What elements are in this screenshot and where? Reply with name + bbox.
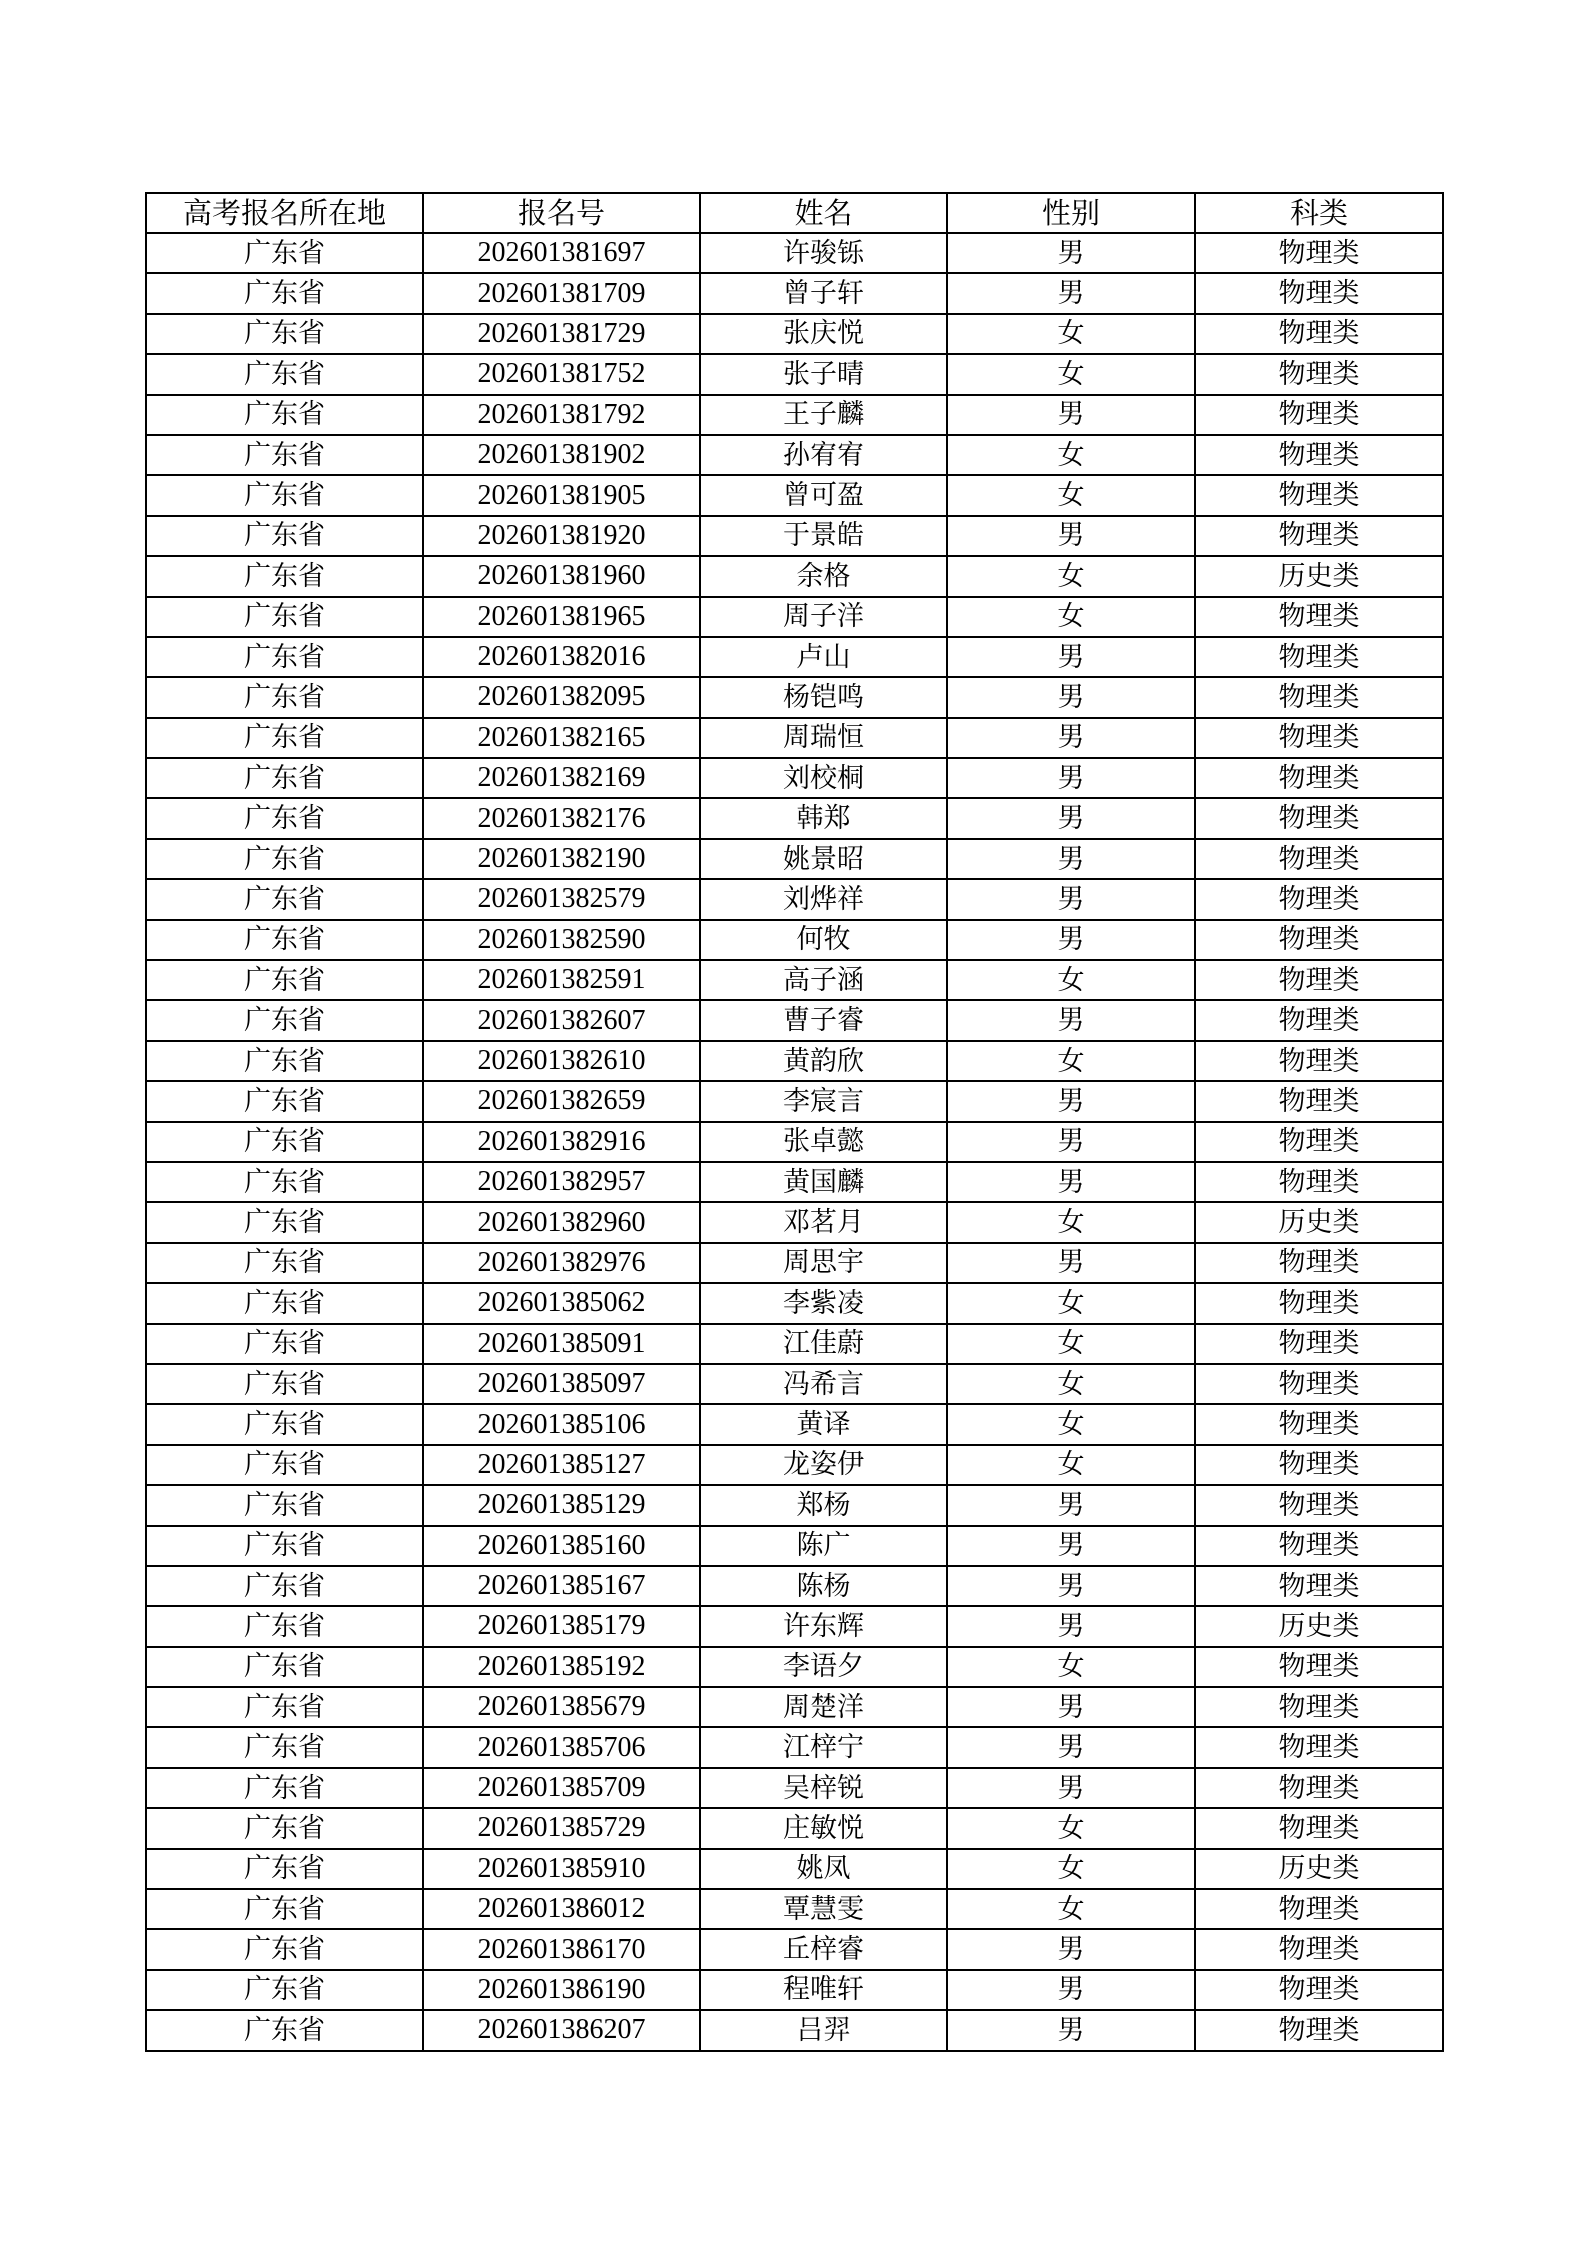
cell-location: 广东省 xyxy=(146,1849,423,1889)
cell-registration-no: 202601385091 xyxy=(423,1324,700,1364)
cell-subject-track: 物理类 xyxy=(1195,1889,1443,1929)
cell-subject-track: 物理类 xyxy=(1195,273,1443,313)
table-row xyxy=(146,314,1443,354)
cell-subject-track: 物理类 xyxy=(1195,1000,1443,1040)
cell-registration-no: 202601381752 xyxy=(423,354,700,394)
cell-name: 刘烨祥 xyxy=(700,879,947,919)
cell-name: 于景皓 xyxy=(700,516,947,556)
cell-registration-no: 202601385127 xyxy=(423,1445,700,1485)
cell-gender: 女 xyxy=(947,1889,1195,1929)
cell-location: 广东省 xyxy=(146,1122,423,1162)
table-row xyxy=(146,516,1443,556)
cell-name: 郑杨 xyxy=(700,1485,947,1525)
cell-registration-no: 202601385709 xyxy=(423,1768,700,1808)
cell-registration-no: 202601385179 xyxy=(423,1606,700,1646)
cell-gender: 男 xyxy=(947,1526,1195,1566)
cell-name: 周瑞恒 xyxy=(700,718,947,758)
cell-location: 广东省 xyxy=(146,435,423,475)
cell-subject-track: 物理类 xyxy=(1195,1122,1443,1162)
cell-registration-no: 202601381729 xyxy=(423,314,700,354)
cell-subject-track: 历史类 xyxy=(1195,1202,1443,1242)
cell-gender: 女 xyxy=(947,475,1195,515)
cell-location: 广东省 xyxy=(146,273,423,313)
cell-name: 程唯轩 xyxy=(700,1970,947,2010)
table-row xyxy=(146,395,1443,435)
table-row xyxy=(146,435,1443,475)
table-row xyxy=(146,637,1443,677)
cell-location: 广东省 xyxy=(146,879,423,919)
cell-gender: 男 xyxy=(947,273,1195,313)
cell-gender: 男 xyxy=(947,1929,1195,1969)
table-row xyxy=(146,1849,1443,1889)
cell-name: 丘梓睿 xyxy=(700,1929,947,1969)
cell-gender: 男 xyxy=(947,1606,1195,1646)
cell-location: 广东省 xyxy=(146,637,423,677)
table-row xyxy=(146,1000,1443,1040)
table-row xyxy=(146,1404,1443,1444)
cell-subject-track: 物理类 xyxy=(1195,758,1443,798)
cell-name: 江佳蔚 xyxy=(700,1324,947,1364)
cell-registration-no: 202601382607 xyxy=(423,1000,700,1040)
cell-location: 广东省 xyxy=(146,1606,423,1646)
cell-gender: 女 xyxy=(947,1647,1195,1687)
cell-location: 广东省 xyxy=(146,960,423,1000)
table-row xyxy=(146,960,1443,1000)
cell-location: 广东省 xyxy=(146,1404,423,1444)
cell-location: 广东省 xyxy=(146,1768,423,1808)
cell-subject-track: 物理类 xyxy=(1195,2010,1443,2050)
table-row xyxy=(146,475,1443,515)
cell-location: 广东省 xyxy=(146,556,423,596)
table-row xyxy=(146,677,1443,717)
cell-name: 卢山 xyxy=(700,637,947,677)
cell-location: 广东省 xyxy=(146,475,423,515)
header-registration-no: 报名号 xyxy=(423,193,700,233)
cell-gender: 男 xyxy=(947,1000,1195,1040)
cell-location: 广东省 xyxy=(146,718,423,758)
cell-registration-no: 202601385167 xyxy=(423,1566,700,1606)
cell-subject-track: 物理类 xyxy=(1195,354,1443,394)
cell-gender: 女 xyxy=(947,1283,1195,1323)
table-header xyxy=(146,193,1443,233)
cell-subject-track: 物理类 xyxy=(1195,1283,1443,1323)
cell-name: 何牧 xyxy=(700,920,947,960)
cell-subject-track: 物理类 xyxy=(1195,1162,1443,1202)
cell-subject-track: 历史类 xyxy=(1195,556,1443,596)
cell-name: 张卓懿 xyxy=(700,1122,947,1162)
cell-gender: 男 xyxy=(947,1970,1195,2010)
cell-gender: 男 xyxy=(947,516,1195,556)
cell-registration-no: 202601381792 xyxy=(423,395,700,435)
cell-gender: 男 xyxy=(947,1122,1195,1162)
header-name: 姓名 xyxy=(700,193,947,233)
cell-name: 曹子睿 xyxy=(700,1000,947,1040)
table-row xyxy=(146,1445,1443,1485)
cell-registration-no: 202601385679 xyxy=(423,1687,700,1727)
cell-location: 广东省 xyxy=(146,1324,423,1364)
cell-subject-track: 物理类 xyxy=(1195,475,1443,515)
cell-registration-no: 202601382659 xyxy=(423,1081,700,1121)
table-row xyxy=(146,1768,1443,1808)
cell-name: 张庆悦 xyxy=(700,314,947,354)
cell-name: 邓茗月 xyxy=(700,1202,947,1242)
cell-name: 黄国麟 xyxy=(700,1162,947,1202)
cell-subject-track: 物理类 xyxy=(1195,1808,1443,1848)
cell-registration-no: 202601381697 xyxy=(423,233,700,273)
table-row xyxy=(146,1687,1443,1727)
table-row xyxy=(146,273,1443,313)
table-row xyxy=(146,798,1443,838)
cell-gender: 男 xyxy=(947,839,1195,879)
cell-name: 冯希言 xyxy=(700,1364,947,1404)
cell-registration-no: 202601382016 xyxy=(423,637,700,677)
cell-name: 覃慧雯 xyxy=(700,1889,947,1929)
cell-subject-track: 物理类 xyxy=(1195,1445,1443,1485)
cell-gender: 女 xyxy=(947,556,1195,596)
cell-gender: 女 xyxy=(947,435,1195,475)
cell-registration-no: 202601382095 xyxy=(423,677,700,717)
cell-registration-no: 202601385706 xyxy=(423,1727,700,1767)
cell-location: 广东省 xyxy=(146,1364,423,1404)
cell-gender: 男 xyxy=(947,1768,1195,1808)
cell-registration-no: 202601381709 xyxy=(423,273,700,313)
cell-gender: 男 xyxy=(947,1687,1195,1727)
cell-name: 陈杨 xyxy=(700,1566,947,1606)
cell-registration-no: 202601382591 xyxy=(423,960,700,1000)
cell-name: 刘校桐 xyxy=(700,758,947,798)
header-row xyxy=(146,193,1443,233)
cell-subject-track: 物理类 xyxy=(1195,435,1443,475)
cell-subject-track: 物理类 xyxy=(1195,1324,1443,1364)
cell-location: 广东省 xyxy=(146,1566,423,1606)
cell-subject-track: 物理类 xyxy=(1195,1768,1443,1808)
table-row xyxy=(146,1566,1443,1606)
cell-name: 吴梓锐 xyxy=(700,1768,947,1808)
cell-subject-track: 物理类 xyxy=(1195,839,1443,879)
cell-location: 广东省 xyxy=(146,1970,423,2010)
cell-location: 广东省 xyxy=(146,354,423,394)
table-row xyxy=(146,1970,1443,2010)
cell-name: 吕羿 xyxy=(700,2010,947,2050)
cell-gender: 女 xyxy=(947,1445,1195,1485)
cell-subject-track: 物理类 xyxy=(1195,1404,1443,1444)
cell-subject-track: 物理类 xyxy=(1195,879,1443,919)
cell-location: 广东省 xyxy=(146,1000,423,1040)
cell-location: 广东省 xyxy=(146,1162,423,1202)
cell-registration-no: 202601382579 xyxy=(423,879,700,919)
cell-registration-no: 202601382957 xyxy=(423,1162,700,1202)
cell-gender: 男 xyxy=(947,758,1195,798)
cell-subject-track: 物理类 xyxy=(1195,920,1443,960)
cell-subject-track: 物理类 xyxy=(1195,1526,1443,1566)
cell-name: 江梓宁 xyxy=(700,1727,947,1767)
cell-registration-no: 202601385910 xyxy=(423,1849,700,1889)
table-row xyxy=(146,1485,1443,1525)
cell-subject-track: 物理类 xyxy=(1195,1687,1443,1727)
cell-gender: 男 xyxy=(947,1727,1195,1767)
cell-gender: 女 xyxy=(947,1202,1195,1242)
cell-gender: 女 xyxy=(947,314,1195,354)
cell-name: 许东辉 xyxy=(700,1606,947,1646)
cell-registration-no: 202601382976 xyxy=(423,1243,700,1283)
table-row xyxy=(146,1727,1443,1767)
table-row xyxy=(146,1041,1443,1081)
cell-registration-no: 202601385129 xyxy=(423,1485,700,1525)
cell-subject-track: 物理类 xyxy=(1195,718,1443,758)
cell-gender: 女 xyxy=(947,1364,1195,1404)
table-row xyxy=(146,879,1443,919)
cell-location: 广东省 xyxy=(146,1526,423,1566)
cell-registration-no: 202601385062 xyxy=(423,1283,700,1323)
cell-name: 王子麟 xyxy=(700,395,947,435)
cell-location: 广东省 xyxy=(146,1041,423,1081)
cell-name: 高子涵 xyxy=(700,960,947,1000)
cell-location: 广东省 xyxy=(146,516,423,556)
header-location: 高考报名所在地 xyxy=(146,193,423,233)
cell-location: 广东省 xyxy=(146,677,423,717)
cell-gender: 男 xyxy=(947,2010,1195,2050)
cell-registration-no: 202601382916 xyxy=(423,1122,700,1162)
cell-location: 广东省 xyxy=(146,233,423,273)
cell-gender: 男 xyxy=(947,1485,1195,1525)
cell-gender: 女 xyxy=(947,597,1195,637)
table-row xyxy=(146,1324,1443,1364)
cell-name: 陈广 xyxy=(700,1526,947,1566)
cell-subject-track: 物理类 xyxy=(1195,1566,1443,1606)
cell-location: 广东省 xyxy=(146,2010,423,2050)
table-row xyxy=(146,1202,1443,1242)
table-row xyxy=(146,839,1443,879)
cell-gender: 男 xyxy=(947,1243,1195,1283)
cell-location: 广东省 xyxy=(146,1202,423,1242)
cell-subject-track: 物理类 xyxy=(1195,798,1443,838)
cell-gender: 男 xyxy=(947,920,1195,960)
cell-name: 黄译 xyxy=(700,1404,947,1444)
cell-registration-no: 202601381960 xyxy=(423,556,700,596)
cell-gender: 女 xyxy=(947,960,1195,1000)
cell-subject-track: 物理类 xyxy=(1195,233,1443,273)
cell-location: 广东省 xyxy=(146,1445,423,1485)
cell-gender: 女 xyxy=(947,1808,1195,1848)
cell-name: 韩郑 xyxy=(700,798,947,838)
cell-subject-track: 物理类 xyxy=(1195,314,1443,354)
cell-name: 周思宇 xyxy=(700,1243,947,1283)
cell-gender: 男 xyxy=(947,1081,1195,1121)
cell-subject-track: 物理类 xyxy=(1195,960,1443,1000)
cell-registration-no: 202601385160 xyxy=(423,1526,700,1566)
table-row xyxy=(146,1081,1443,1121)
table-row xyxy=(146,1808,1443,1848)
cell-location: 广东省 xyxy=(146,798,423,838)
table-row xyxy=(146,2010,1443,2050)
cell-name: 黄韵欣 xyxy=(700,1041,947,1081)
table-row xyxy=(146,1243,1443,1283)
cell-location: 广东省 xyxy=(146,314,423,354)
cell-location: 广东省 xyxy=(146,597,423,637)
cell-gender: 女 xyxy=(947,1041,1195,1081)
cell-registration-no: 202601381905 xyxy=(423,475,700,515)
cell-registration-no: 202601386207 xyxy=(423,2010,700,2050)
cell-subject-track: 物理类 xyxy=(1195,1364,1443,1404)
cell-subject-track: 历史类 xyxy=(1195,1849,1443,1889)
cell-gender: 女 xyxy=(947,1324,1195,1364)
cell-location: 广东省 xyxy=(146,395,423,435)
cell-registration-no: 202601381920 xyxy=(423,516,700,556)
cell-subject-track: 物理类 xyxy=(1195,1041,1443,1081)
cell-gender: 女 xyxy=(947,1404,1195,1444)
table-body xyxy=(146,233,1443,2051)
cell-name: 姚凤 xyxy=(700,1849,947,1889)
cell-gender: 男 xyxy=(947,879,1195,919)
cell-subject-track: 物理类 xyxy=(1195,597,1443,637)
cell-name: 杨铠鸣 xyxy=(700,677,947,717)
cell-registration-no: 202601382610 xyxy=(423,1041,700,1081)
cell-gender: 男 xyxy=(947,798,1195,838)
cell-location: 广东省 xyxy=(146,920,423,960)
table-row xyxy=(146,1889,1443,1929)
header-gender: 性别 xyxy=(947,193,1195,233)
cell-registration-no: 202601382960 xyxy=(423,1202,700,1242)
cell-location: 广东省 xyxy=(146,1081,423,1121)
table-row xyxy=(146,920,1443,960)
cell-gender: 男 xyxy=(947,233,1195,273)
cell-registration-no: 202601381902 xyxy=(423,435,700,475)
table-row xyxy=(146,1606,1443,1646)
cell-location: 广东省 xyxy=(146,1485,423,1525)
cell-name: 曾子轩 xyxy=(700,273,947,313)
table-row xyxy=(146,1283,1443,1323)
cell-subject-track: 物理类 xyxy=(1195,1727,1443,1767)
table-row xyxy=(146,233,1443,273)
cell-subject-track: 历史类 xyxy=(1195,1606,1443,1646)
table-row xyxy=(146,758,1443,798)
cell-name: 姚景昭 xyxy=(700,839,947,879)
cell-registration-no: 202601385729 xyxy=(423,1808,700,1848)
cell-name: 周子洋 xyxy=(700,597,947,637)
cell-gender: 男 xyxy=(947,677,1195,717)
cell-name: 曾可盈 xyxy=(700,475,947,515)
cell-registration-no: 202601385106 xyxy=(423,1404,700,1444)
cell-gender: 男 xyxy=(947,395,1195,435)
table-row xyxy=(146,1526,1443,1566)
table-row xyxy=(146,1364,1443,1404)
cell-subject-track: 物理类 xyxy=(1195,1485,1443,1525)
cell-name: 张子晴 xyxy=(700,354,947,394)
cell-registration-no: 202601382190 xyxy=(423,839,700,879)
cell-registration-no: 202601382169 xyxy=(423,758,700,798)
header-subject-track: 科类 xyxy=(1195,193,1443,233)
table-row xyxy=(146,556,1443,596)
cell-registration-no: 202601382590 xyxy=(423,920,700,960)
table-row xyxy=(146,1162,1443,1202)
cell-registration-no: 202601386170 xyxy=(423,1929,700,1969)
cell-location: 广东省 xyxy=(146,1808,423,1848)
cell-location: 广东省 xyxy=(146,839,423,879)
cell-location: 广东省 xyxy=(146,1283,423,1323)
cell-name: 龙姿伊 xyxy=(700,1445,947,1485)
cell-name: 李紫凌 xyxy=(700,1283,947,1323)
cell-gender: 男 xyxy=(947,637,1195,677)
table-row xyxy=(146,1929,1443,1969)
cell-registration-no: 202601382165 xyxy=(423,718,700,758)
table-row xyxy=(146,597,1443,637)
cell-location: 广东省 xyxy=(146,1889,423,1929)
cell-subject-track: 物理类 xyxy=(1195,1081,1443,1121)
cell-location: 广东省 xyxy=(146,1727,423,1767)
cell-subject-track: 物理类 xyxy=(1195,637,1443,677)
cell-name: 孙宥宥 xyxy=(700,435,947,475)
cell-location: 广东省 xyxy=(146,1647,423,1687)
cell-registration-no: 202601381965 xyxy=(423,597,700,637)
cell-name: 李语夕 xyxy=(700,1647,947,1687)
cell-name: 余格 xyxy=(700,556,947,596)
cell-location: 广东省 xyxy=(146,1929,423,1969)
cell-gender: 女 xyxy=(947,354,1195,394)
cell-gender: 男 xyxy=(947,1162,1195,1202)
cell-registration-no: 202601382176 xyxy=(423,798,700,838)
cell-name: 李宸言 xyxy=(700,1081,947,1121)
cell-location: 广东省 xyxy=(146,758,423,798)
cell-location: 广东省 xyxy=(146,1243,423,1283)
cell-registration-no: 202601385097 xyxy=(423,1364,700,1404)
cell-gender: 男 xyxy=(947,718,1195,758)
table-row xyxy=(146,354,1443,394)
cell-subject-track: 物理类 xyxy=(1195,516,1443,556)
table-row xyxy=(146,718,1443,758)
cell-subject-track: 物理类 xyxy=(1195,395,1443,435)
cell-registration-no: 202601386012 xyxy=(423,1889,700,1929)
cell-subject-track: 物理类 xyxy=(1195,1647,1443,1687)
cell-registration-no: 202601386190 xyxy=(423,1970,700,2010)
table-row xyxy=(146,1647,1443,1687)
cell-location: 广东省 xyxy=(146,1687,423,1727)
cell-gender: 男 xyxy=(947,1566,1195,1606)
cell-name: 庄敏悦 xyxy=(700,1808,947,1848)
table-row xyxy=(146,1122,1443,1162)
cell-subject-track: 物理类 xyxy=(1195,1929,1443,1969)
cell-subject-track: 物理类 xyxy=(1195,1243,1443,1283)
cell-name: 周楚洋 xyxy=(700,1687,947,1727)
cell-gender: 女 xyxy=(947,1849,1195,1889)
roster-table xyxy=(145,192,1444,2052)
cell-subject-track: 物理类 xyxy=(1195,677,1443,717)
cell-registration-no: 202601385192 xyxy=(423,1647,700,1687)
cell-name: 许骏铄 xyxy=(700,233,947,273)
cell-subject-track: 物理类 xyxy=(1195,1970,1443,2010)
